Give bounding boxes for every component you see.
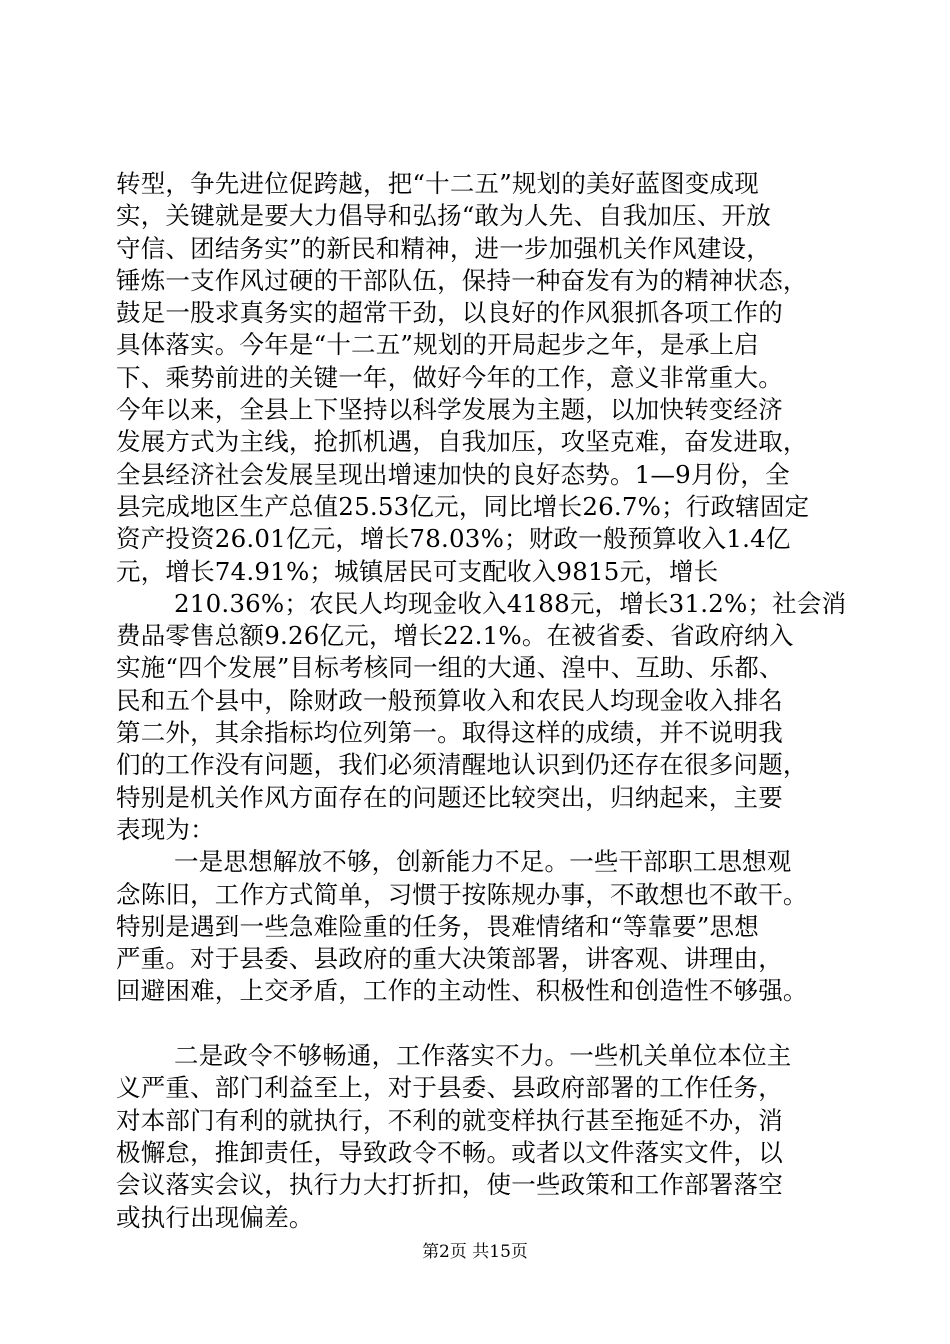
text-line: 实施“四个发展”目标考核同一组的大通、湟中、互助、乐都、	[116, 653, 784, 683]
text-line: 县完成地区生产总值25.53亿元，同比增长26.7%；行政辖固定	[116, 491, 810, 521]
text-line: 第二外，其余指标均位列第一。取得这样的成绩，并不说明我	[116, 718, 783, 748]
text-line: 回避困难，上交矛盾，工作的主动性、积极性和创造性不够强。	[116, 976, 808, 1006]
text-line: 费品零售总额9.26亿元，增长22.1%。在被省委、省政府纳入	[116, 621, 794, 651]
text-line: 元，增长74.91%；城镇居民可支配收入9815元，增长	[116, 556, 719, 586]
paragraph-gap	[116, 1008, 836, 1040]
text-line: 实，关键就是要大力倡导和弘扬“敢为人先、自我加压、开放	[116, 201, 771, 231]
text-line: 锤炼一支作风过硬的干部队伍，保持一种奋发有为的精神状态，	[116, 265, 808, 295]
text-line: 二是政令不够畅通，工作落实不力。一些机关单位本位主	[174, 1041, 792, 1071]
text-line: 义严重、部门利益至上，对于县委、县政府部署的工作任务，	[116, 1073, 783, 1103]
text-line: 210.36%；农民人均现金收入4188元，增长31.2%；社会消	[174, 588, 847, 618]
text-line: 发展方式为主线，抢抓机遇，自我加压，攻坚克难，奋发进取，	[116, 427, 808, 457]
body-text	[116, 168, 847, 1234]
text-line: 守信、团结务实”的新民和精神，进一步加强机关作风建设，	[116, 233, 771, 263]
text-line: 全县经济社会发展呈现出增速加快的良好态势。1—9月份，全	[116, 459, 790, 489]
text-line: 今年以来，全县上下坚持以科学发展为主题，以加快转变经济	[116, 395, 783, 425]
text-line: 会议落实会议，执行力大打折扣，使一些政策和工作部署落空	[116, 1170, 783, 1200]
text-line: 严重。对于县委、县政府的重大决策部署，讲客观、讲理由，	[116, 944, 783, 974]
text-line: 或执行出现偏差。	[116, 1202, 314, 1232]
text-line: 一是思想解放不够，创新能力不足。一些干部职工思想观	[174, 847, 792, 877]
text-line: 们的工作没有问题，我们必须清醒地认识到仍还存在很多问题，	[116, 750, 808, 780]
text-line: 具体落实。今年是“十二五”规划的开局起步之年，是承上启	[116, 330, 759, 360]
text-line: 民和五个县中，除财政一般预算收入和农民人均现金收入排名	[116, 685, 783, 715]
text-line: 特别是遇到一些急难险重的任务，畏难情绪和“等靠要”思想	[116, 911, 759, 941]
text-line: 转型，争先进位促跨越，把“十二五”规划的美好蓝图变成现	[116, 169, 759, 198]
text-line: 下、乘势前进的关键一年，做好今年的工作，意义非常重大。	[116, 362, 783, 392]
text-line: 极懈怠，推卸责任，导致政令不畅。或者以文件落实文件，以	[116, 1137, 783, 1167]
page-number-footer: 第2页 共15页	[422, 1242, 528, 1262]
text-line: 表现为：	[116, 814, 215, 844]
text-line: 念陈旧，工作方式简单，习惯于按陈规办事，不敢想也不敢干。	[116, 879, 808, 909]
text-line: 对本部门有利的就执行，不利的就变样执行甚至拖延不办，消	[116, 1105, 783, 1135]
text-line: 资产投资26.01亿元，增长78.03%；财政一般预算收入1.4亿	[116, 524, 791, 554]
text-line: 特别是机关作风方面存在的问题还比较突出，归纳起来，主要	[116, 782, 783, 812]
text-line: 鼓足一股求真务实的超常干劲，以良好的作风狠抓各项工作的	[116, 298, 783, 328]
